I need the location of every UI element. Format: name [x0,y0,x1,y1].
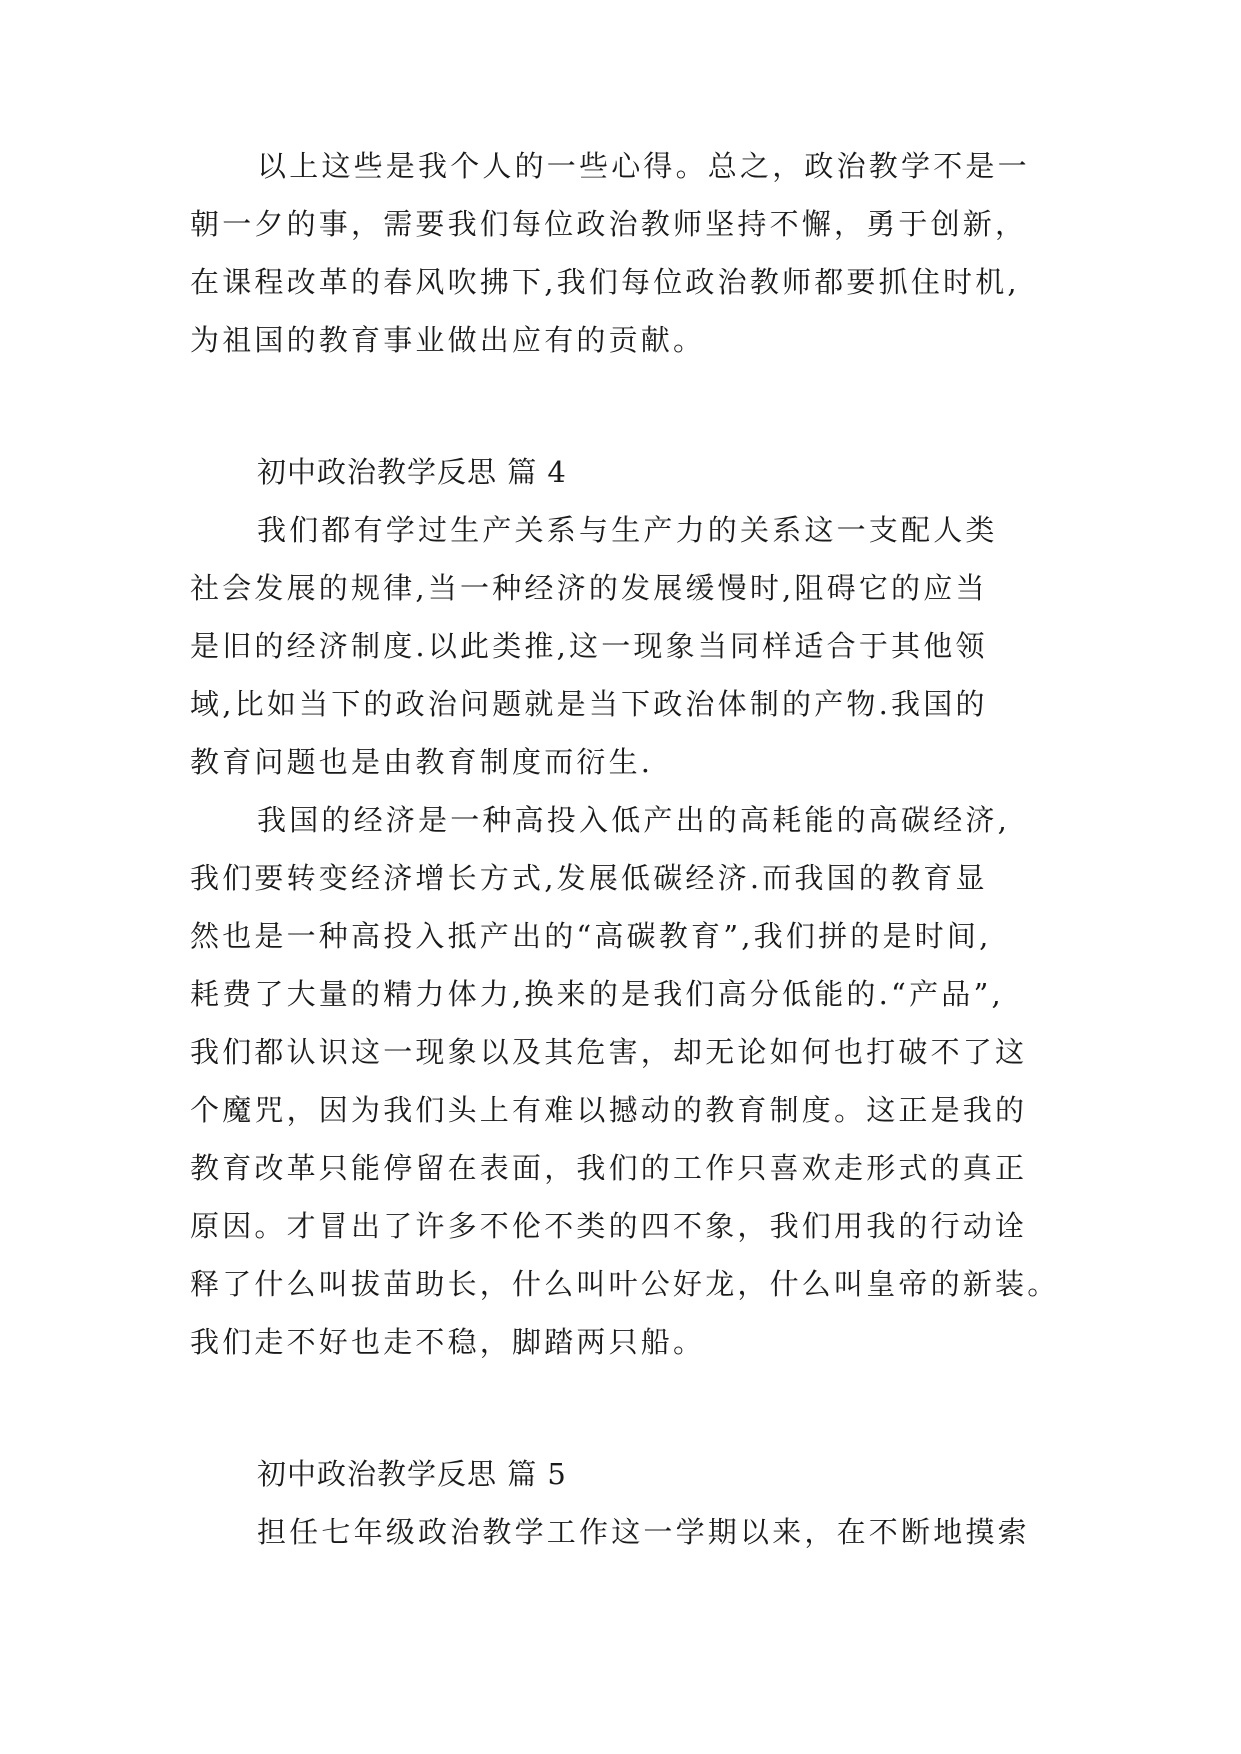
paragraph-line: 我们走不好也走不稳，脚踏两只船。 [190,1325,706,1359]
paragraph-line: 朝一夕的事，需要我们每位政治教师坚持不懈，勇于创新， [190,207,1028,241]
paragraph-line: 我国的经济是一种高投入低产出的高耗能的高碳经济, [257,803,1011,837]
paragraph-line: 我们都有学过生产关系与生产力的关系这一支配人类 [257,513,998,547]
paragraph-line: 域,比如当下的政治问题就是当下政治体制的产物.我国的 [190,687,988,721]
paragraph-line: 在课程改革的春风吹拂下,我们每位政治教师都要抓住时机, [190,265,1020,299]
paragraph-line: 释了什么叫拔苗助长，什么叫叶公好龙，什么叫皇帝的新装。 [190,1267,1060,1301]
paragraph-line: 我们要转变经济增长方式,发展低碳经济.而我国的教育显 [190,861,988,895]
paragraph-line: 教育改革只能停留在表面，我们的工作只喜欢走形式的真正 [190,1151,1028,1185]
paragraph-line: 以上这些是我个人的一些心得。总之，政治教学不是一 [257,149,1030,183]
paragraph-line: 然也是一种高投入抵产出的“高碳教育”,我们拼的是时间, [190,919,992,953]
section-heading: 初中政治教学反思 篇 5 [257,1457,567,1491]
section-heading: 初中政治教学反思 篇 4 [257,455,567,489]
paragraph-line: 个魔咒，因为我们头上有难以撼动的教育制度。这正是我的 [190,1093,1028,1127]
paragraph-line: 原因。才冒出了许多不伦不类的四不象，我们用我的行动诠 [190,1209,1028,1243]
paragraph-line: 是旧的经济制度.以此类推,这一现象当同样适合于其他领 [190,629,988,663]
paragraph-line: 为祖国的教育事业做出应有的贡献。 [190,323,706,357]
paragraph-line: 担任七年级政治教学工作这一学期以来，在不断地摸索 [257,1515,1030,1549]
paragraph-line: 我们都认识这一现象以及其危害，却无论如何也打破不了这 [190,1035,1028,1069]
paragraph-line: 耗费了大量的精力体力,换来的是我们高分低能的.“产品”, [190,977,1004,1011]
paragraph-line: 教育问题也是由教育制度而衍生. [190,745,654,779]
paragraph-line: 社会发展的规律,当一种经济的发展缓慢时,阻碍它的应当 [190,571,988,605]
